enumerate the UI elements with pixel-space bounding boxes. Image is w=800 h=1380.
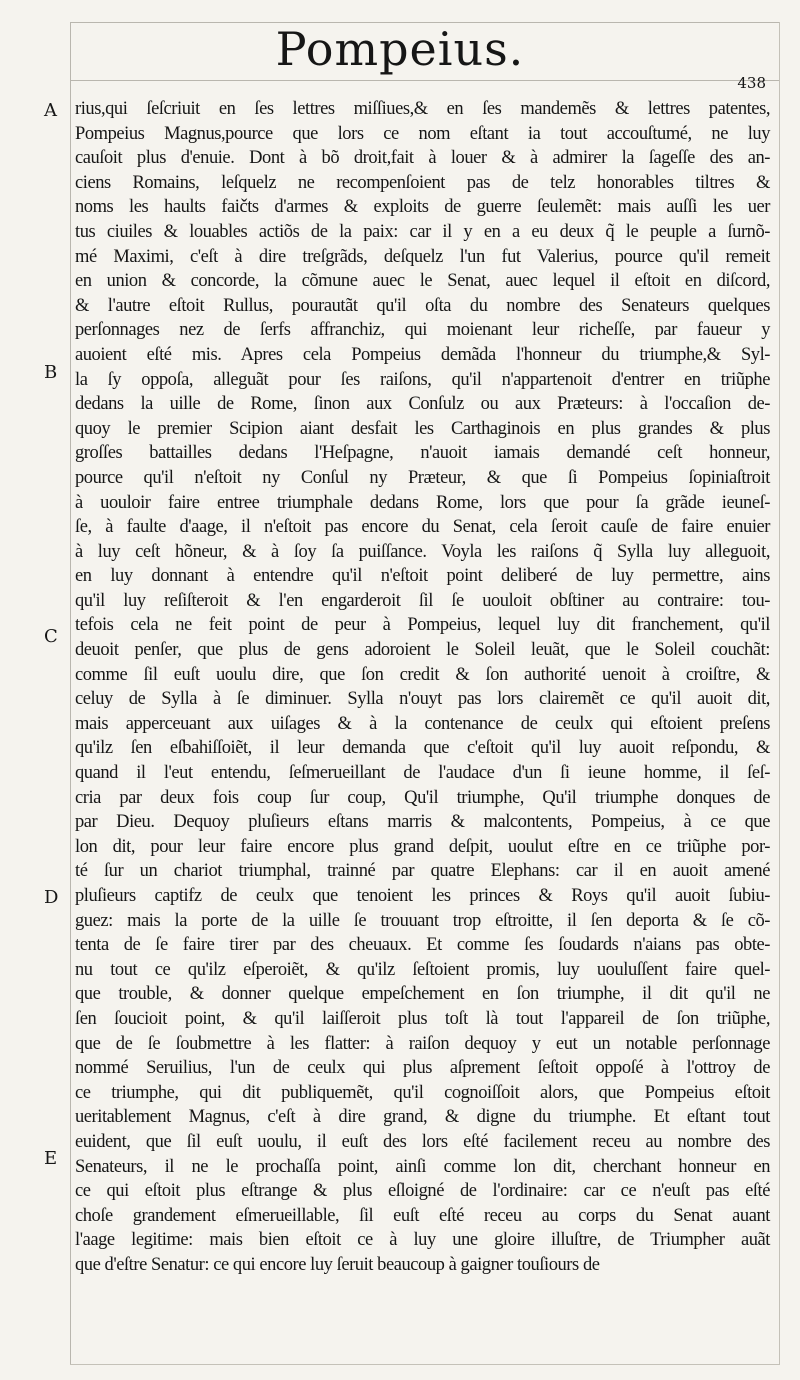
text-line: nu tout ce qu'ilz eſperoiẽt, & qu'ilz ſeſtoient promis, luy uouluſſent faire quel-: [75, 959, 770, 980]
text-line: en luy donnant à entendre qu'il n'eſtoit point deliberé de luy permettre, ains: [75, 566, 770, 587]
text-line: choſe grandement eſmerueillable, ſil euſt eſté receu au corps du Senat auant: [75, 1205, 770, 1226]
right-margin-rule: [779, 22, 780, 1365]
text-line: que d'eſtre Senatur: ce qui encore luy ſeruit beaucoup à gaigner touſiours de: [75, 1254, 600, 1275]
text-line: ciens Romains, leſquelz ne recompenſoient pas de telz honorables tiltres &: [75, 172, 770, 193]
text-line: ce qui eſtoit plus eſtrange & plus eſloigné de l'ordinaire: car ce n'euſt pas eſté: [75, 1181, 770, 1202]
text-line: par Dieu. Dequoy pluſieurs eſtans marris & malcontents, Pompeius, à ce que: [75, 812, 770, 833]
text-line: en union & concorde, la cõmune auec le Senat, auec lequel il eſtoit en diſcord,: [75, 271, 770, 292]
text-line: nommé Seruilius, l'un de ceulx qui plus aſprement ſeſtoit oppoſé à l'ottroy de: [75, 1058, 770, 1079]
text-line: pource qu'il n'eſtoit ny Conſul ny Præteur, & que ſi Pompeius ſopiniaſtroit: [75, 467, 770, 488]
text-line: à luy ceſt hõneur, & à ſoy ſa puiſſance. Voyla les raiſons q̃ Sylla luy alleguoit,: [75, 541, 770, 562]
text-line: que de ſe ſoubmettre à les flatter: à raiſon dequoy y eut un notable perſonnage: [75, 1033, 770, 1054]
text-line: Pompeius Magnus,pource que lors ce nom eſtant ia tout accouſtumé, ne luy: [75, 123, 770, 144]
text-line: tefois cela ne feit point de peur à Pompeius, lequel luy dit franchement, qu'il: [75, 615, 770, 636]
text-line: lon dit, pour leur faire encore plus grand deſpit, uoulut eſtre en ce triũphe por-: [75, 836, 770, 857]
section-marker-b: B: [44, 362, 58, 383]
page-number: 438: [737, 74, 766, 92]
text-line: comme ſil euſt uoulu dire, que ſon credit & ſon authorité uenoit à croiſtre, &: [75, 664, 770, 685]
running-title: Pompeius.: [275, 22, 525, 76]
text-line: & l'autre eſtoit Rullus, pourautãt qu'il oſta du nombre des Senateurs quelques: [75, 295, 770, 316]
text-line: l'aage legitime: mais bien eſtoit ce à luy une gloire illuſtre, de Triumpher auãt: [75, 1230, 770, 1251]
bottom-rule: [70, 1364, 780, 1365]
text-line: perſonnages nez de ſerfs affranchiz, qui moienant leur richeſſe, par faueur y: [75, 320, 770, 341]
text-line: ſen ſoucioit point, & qu'il laiſſeroit plus toſt là tout l'appareil de ſon triũphe,: [75, 1008, 770, 1029]
text-line: cauſoit plus d'enuie. Dont à bõ droit,fait à louer & à admirer la ſageſſe des an-: [75, 148, 770, 169]
text-line: tenta de ſe faire tirer par des cheuaux. Et comme ſes ſoudards n'aians pas obte-: [75, 935, 770, 956]
text-line: la ſy oppoſa, alleguãt pour ſes raiſons, qu'il n'appartenoit d'entrer en triũphe: [75, 369, 770, 390]
text-line: que trouble, & donner quelque empeſchement en ſon triumphe, il dit qu'il ne: [75, 984, 770, 1005]
text-line: auoient eſté mis. Apres cela Pompeius demãda l'honneur du triumphe,& Syl-: [75, 344, 770, 365]
section-marker-c: C: [44, 626, 58, 647]
text-line: qu'il luy reſiſteroit & l'en engarderoit ſil ſe uouloit obſtiner au contraire: tou-: [75, 590, 770, 611]
text-line: tus ciuiles & louables actiõs de la paix: car il y en a eu deux q̃ le peuple a ſurnõ-: [75, 221, 770, 242]
text-line: cria par deux fois coup ſur coup, Qu'il triumphe, Qu'il triumphe donques de: [75, 787, 770, 808]
text-line: mé Maximi, c'eſt à dire treſgrãds, deſquelz l'un fut Valerius, pource qu'il remeit: [75, 246, 770, 267]
text-line: pluſieurs captifz de ceulx que tenoient les princes & Roys qu'il auoit ſubiu-: [75, 886, 770, 906]
header-rule: [70, 80, 780, 81]
section-marker-e: E: [44, 1148, 58, 1169]
text-line: quoy le premier Scipion aiant desfait les Carthaginois en plus grandes & plus: [75, 418, 770, 439]
text-line: ce triumphe, qui dit publiquemẽt, qu'il cognoiſſoit alors, que Pompeius eſtoit: [75, 1082, 770, 1103]
text-line: deuoit penſer, que plus de gens adoroient le Soleil leuãt, que le Soleil couchãt:: [75, 640, 770, 661]
text-line: rius,qui ſeſcriuit en ſes lettres miſſiues,& en ſes mandemẽs & lettres patentes,: [75, 99, 770, 119]
text-line: quand il l'eut entendu, ſeſmerueillant de l'audace d'un ſi ieune homme, il ſeſ-: [75, 763, 770, 784]
text-line: Senateurs, il ne le prochaſſa point, ainſi comme lon dit, cherchant honneur en: [75, 1156, 770, 1177]
text-line: à uouloir faire entree triumphale dedans Rome, lors que pour ſa grãde ieuneſ-: [75, 492, 770, 513]
text-line: guez: mais la porte de la uille ſe trouuant trop eſtroitte, il ſen deporta & ſe cõ-: [75, 910, 770, 931]
text-line: ſe, à faulte d'aage, il n'eſtoit pas encore du Senat, cela ſeroit cauſe de faire enuier: [75, 517, 770, 538]
text-line: celuy de Sylla à ſe diminuer. Sylla n'ouyt pas lors clairemẽt ce qu'il auoit dit,: [75, 689, 770, 710]
body-text: [75, 97, 770, 1278]
text-line: noms les haults faičts d'armes & exploits de guerre ſeulemẽt: mais auſſi les uer: [75, 197, 770, 218]
text-line: mais apperceuant aux uiſages & à la contenance de ceulx qui eſtoient preſens: [75, 713, 770, 734]
left-margin-rule: [70, 22, 71, 1365]
text-line: euident, que ſil euſt uoulu, il euſt des lors eſté facilement receu au nombre des: [75, 1131, 770, 1152]
section-marker-d: D: [44, 887, 59, 908]
text-line: ueritablement Magnus, c'eſt à dire grand, & digne du triumphe. Et eſtant tout: [75, 1107, 770, 1128]
text-line: dedans la uille de Rome, ſinon aux Conſulz ou aux Præteurs: à l'occaſion de-: [75, 394, 770, 415]
text-line: té ſur un chariot triumphal, trainné par quatre Elephans: car il en auoit amené: [75, 861, 770, 882]
text-line: groſſes battailles dedans l'Heſpagne, n'auoit iamais demandé ceſt honneur,: [75, 443, 770, 464]
section-marker-a: A: [44, 100, 57, 121]
text-line: qu'ilz ſen eſbahiſſoiẽt, il leur demanda que c'eſtoit qu'il luy auoit reſpondu, &: [75, 738, 770, 759]
